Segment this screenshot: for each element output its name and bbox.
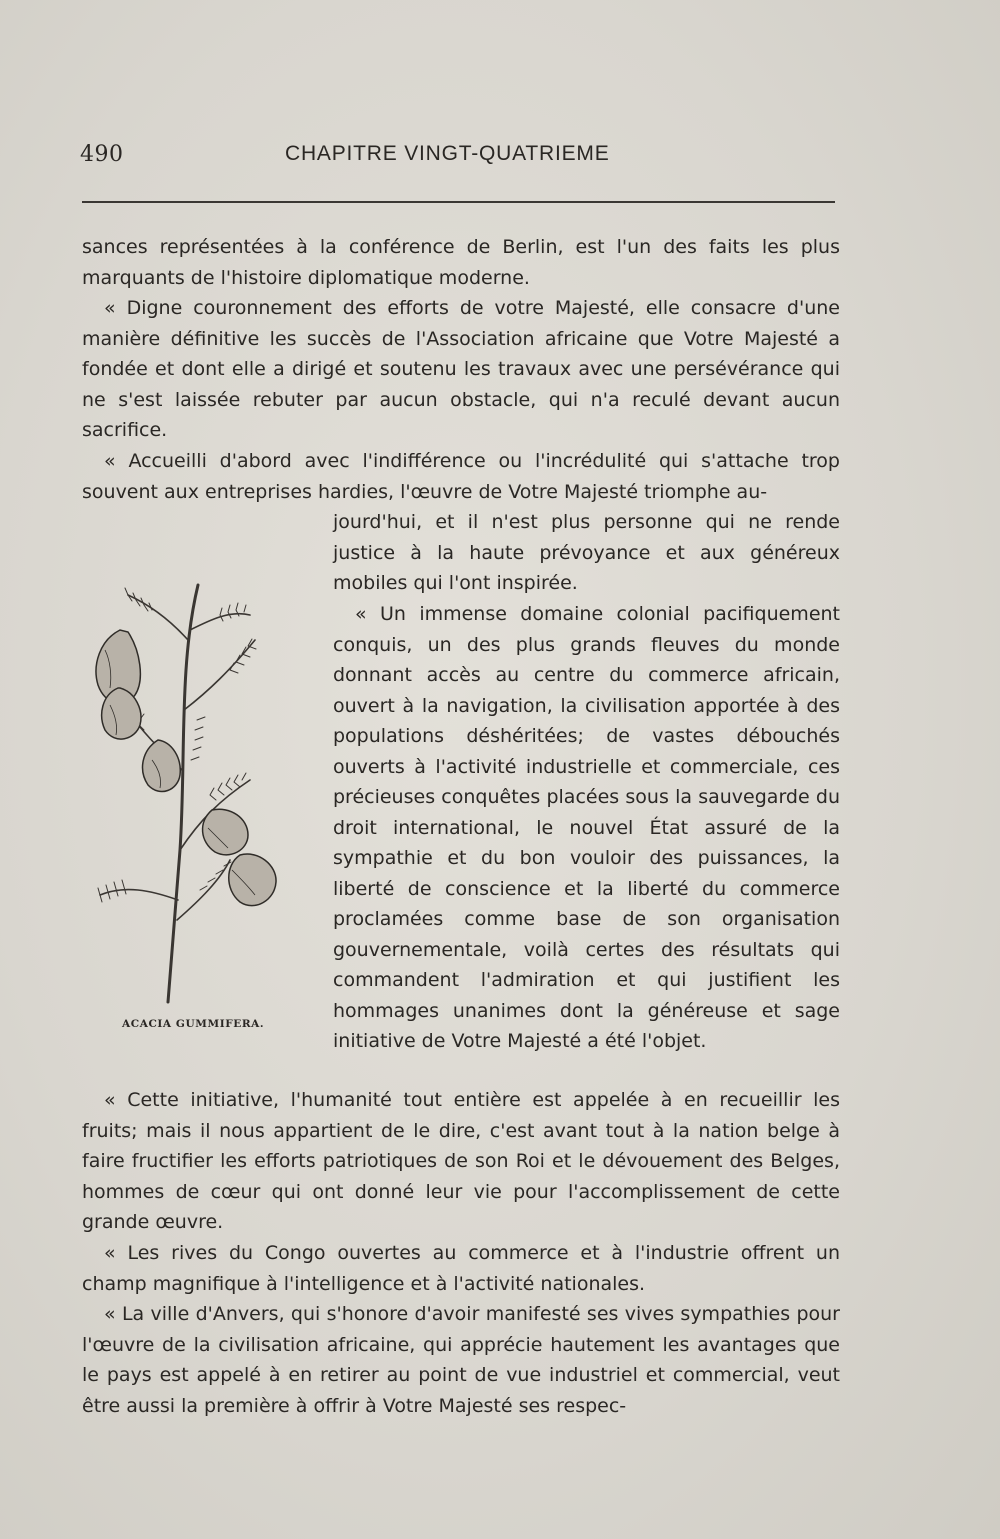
- paragraph-4: [333, 599, 840, 1057]
- paragraph-2-text: « Digne couronnement des efforts de votre Majesté, elle consacre d'une manière définitive les succès de l'Association africaine que Votre Majesté a fondée et dont elle a dirigé et soutenu les travaux avec une persévérance qui ne s'est laissée rebuter par aucun obstacle, qui n'a reculé devant aucun sacrifice.: [82, 297, 840, 441]
- paragraph-6: [82, 1238, 840, 1299]
- header-rule: [82, 201, 835, 203]
- running-head: CHAPITRE VINGT-QUATRIEME: [285, 142, 610, 165]
- paragraph-3-full-width: [82, 446, 840, 507]
- acacia-illustration: [80, 570, 280, 1020]
- paragraph-2: [82, 293, 840, 446]
- paragraph-1: sances représentées à la conférence de Berlin, est l'un des faits les plus marquants de l'histoire diplomatique moderne.: [82, 236, 840, 289]
- paragraph-5: [82, 1085, 840, 1238]
- paragraph-3a-text: « Accueilli d'abord avec l'indifférence ou l'incrédulité qui s'attache trop souvent aux entreprises hardies, l'œuvre de Votre Majesté triomphe au-: [82, 450, 840, 503]
- paragraph-4-text: « Un immense domaine colonial pacifiquement conquis, un des plus grands fleuves du monde donnant accès au centre du commerce africain, ouvert à la navigation, la civilisation apportée à des populations déshéritées; de vastes débouchés ouverts à l'activité industrielle et commerciale, ces précieuses conquêtes placées sous la sauvegarde du droit international, le nouvel État assuré de la sympathie et du bon vouloir des puissances, la liberté de conscience et la liberté du commerce proclamées comme base de son organisation gouvernementale, voilà certes des résultats qui commandent l'admiration et qui justifient les hommages unanimes dont la généreuse et sage initiative de Votre Majesté a été l'objet.: [333, 603, 840, 1052]
- paragraph-7: [82, 1299, 840, 1421]
- paragraph-3-continued: jourd'hui, et il n'est plus personne qui ne rende justice à la haute prévoyance et aux généreux mobiles qui l'ont inspirée.: [333, 511, 840, 594]
- page-number: 490: [80, 142, 124, 167]
- acacia-branch-drawing: [80, 570, 280, 1020]
- paragraph-5-text: « Cette initiative, l'humanité tout entière est appelée à en recueillir les fruits; mais il nous appartient de le dire, c'est avant tout à la nation belge à faire fructifier les efforts patriotiques de son Roi et le dévouement des Belges, hommes de cœur qui ont donné leur vie pour l'accomplissement de cette grande œuvre.: [82, 1089, 840, 1233]
- paragraph-7-text: « La ville d'Anvers, qui s'honore d'avoir manifesté ses vives sympathies pour l'œuvre de la civilisation africaine, qui apprécie hautement les avantages que le pays est appelé à en retirer au point de vue industriel et commercial, veut être aussi la première à offrir à Votre Majesté ses respec-: [82, 1303, 840, 1417]
- figure-caption: ACACIA GUMMIFERA.: [122, 1018, 265, 1030]
- paragraph-6-text: « Les rives du Congo ouvertes au commerce et à l'industrie offrent un champ magnifique à l'intelligence et à l'activité nationales.: [82, 1242, 840, 1295]
